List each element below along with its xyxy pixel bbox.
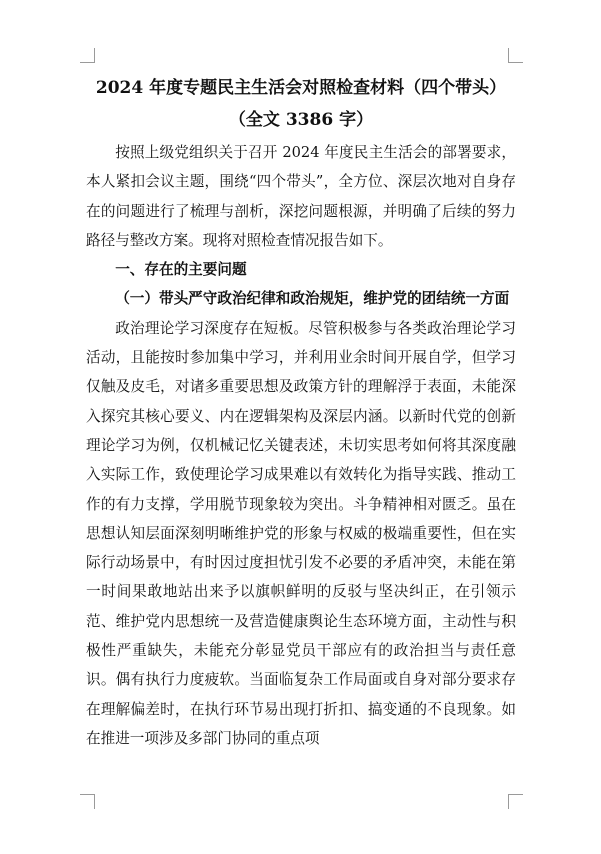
intro-paragraph: 按照上级党组织关于召开 2024 年度民主生活会的部署要求，本人紧扣会议主题，围绕“四个带头”，全方位、深层次地对自身存在的问题进行了梳理与剖析，深挖问题根源，并明确了后续的努力路径与整改方案。现将对照检查情况报告如下。 (86, 144, 516, 249)
document-title: 2024 年度专题民主生活会对照检查材料（四个带头） (95, 78, 507, 98)
page-corner-mark-top-left (80, 48, 95, 63)
subsection-heading: （一）带头严守政治纪律和政治规矩，维护党的团结统一方面 (115, 290, 510, 308)
section-heading: 一、存在的主要问题 (115, 261, 247, 279)
page-corner-mark-top-right (508, 48, 523, 63)
document-body (86, 72, 516, 753)
body-paragraph: 政治理论学习深度存在短板。尽管积极参与各类政治理论学习活动，且能按时参加集中学习，并利用业余时间开展自学，但学习仅触及皮毛，对诸多重要思想及政策方针的理解浮于表面，未能深入探究其核心要义、内在逻辑架构及深层内涵。以新时代党的创新理论学习为例，仅机械记忆关键表述，未切实思考如何将其深度融入实际工作，致使理论学习成果难以有效转化为指导实践、推动工作的有力支撑，学用脱节现象较为突出。斗争精神相对匮乏。虽在思想认知层面深刻明晰维护党的形象与权威的极端重要性，但在实际行动场景中，有时因过度担忧引发不必要的矛盾冲突，未能在第一时间果敢地站出来予以旗帜鲜明的反驳与坚决纠正，在引领示范、维护党内思想统一及营造健康舆论生态环境方面，主动性与积极性严重缺失，未能充分彰显党员干部应有的政治担当与责任意识。偶有执行力度疲软。当面临复杂工作局面或自身对部分要求存在理解偏差时，在执行环节易出现打折扣、搞变通的不良现象。如在推进一项涉及多部门协同的重点项 (86, 319, 516, 747)
document-subtitle: （全文 3386 字） (228, 110, 374, 130)
page-corner-mark-bottom-left (80, 794, 95, 809)
page-corner-mark-bottom-right (508, 794, 523, 809)
